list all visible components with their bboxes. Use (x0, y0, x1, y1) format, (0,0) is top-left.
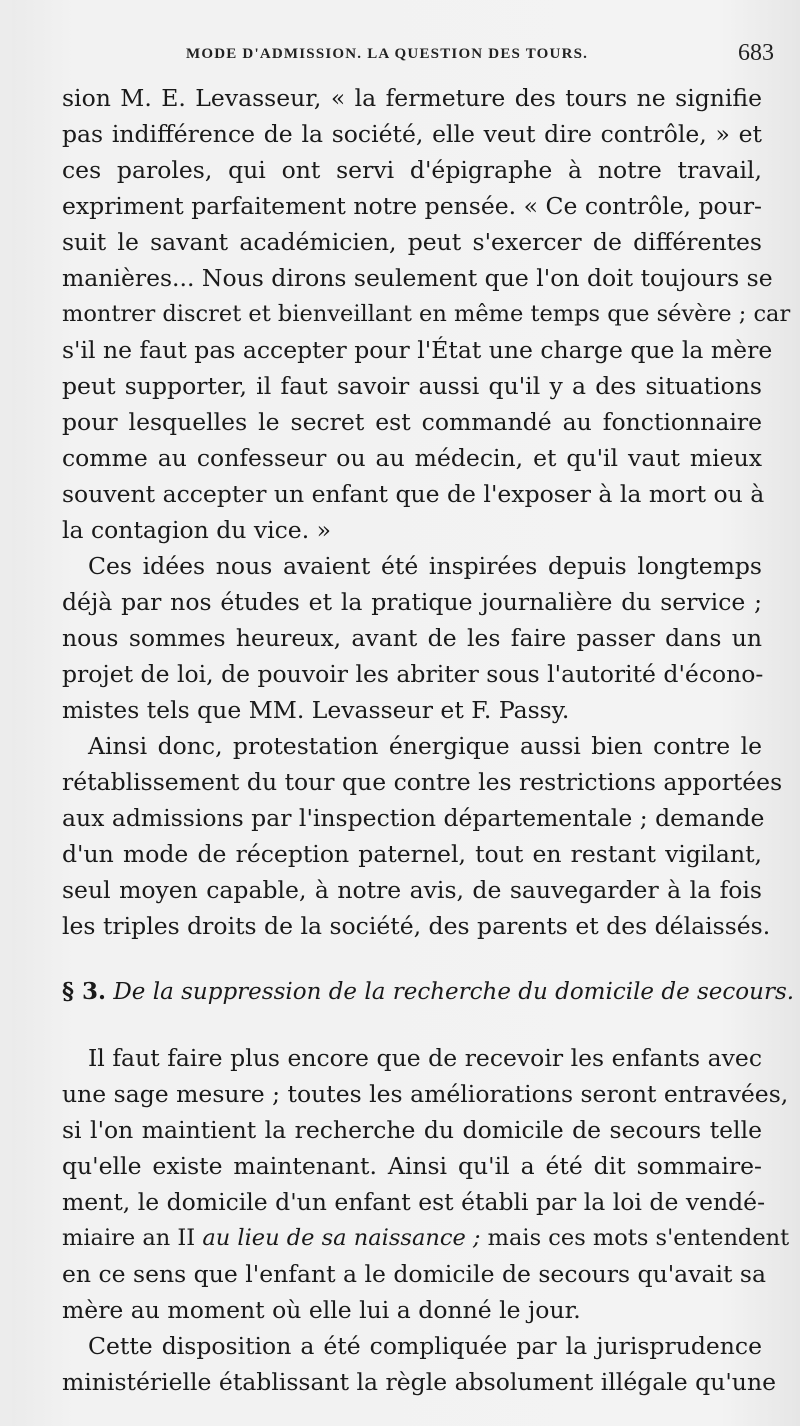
italic-phrase: au lieu de sa naissance ; (202, 1225, 481, 1251)
text-line: aux admissions par l'inspection départementale ; demande (62, 804, 765, 832)
text-line: sion M. E. Levasseur, « la fermeture des tours ne signifie (62, 84, 762, 112)
text-line: peut supporter, il faut savoir aussi qu'il y a des situations (62, 372, 762, 400)
text-line: rétablissement du tour que contre les restrictions apportées (62, 768, 783, 796)
section-heading (62, 974, 795, 1010)
text-line: Ces idées nous avaient été inspirées depuis longtemps (88, 552, 762, 580)
text-line: une sage mesure ; toutes les améliorations seront entravées, (62, 1080, 789, 1108)
text-span: mais ces mots s'entendent (480, 1225, 790, 1251)
text-line: d'un mode de réception paternel, tout en restant vigilant, (62, 840, 762, 868)
text-line: Cette disposition a été compliquée par la jurisprudence (88, 1332, 762, 1360)
text-line: mère au moment où elle lui a donné le jour. (62, 1296, 581, 1324)
text-line: projet de loi, de pouvoir les abriter sous l'autorité d'écono- (62, 660, 764, 688)
text-line: pas indifférence de la société, elle veut dire contrôle, » et (62, 120, 762, 148)
text-line: pour lesquelles le secret est commandé au fonctionnaire (62, 408, 762, 436)
text-line: montrer discret et bienveillant en même temps que sévère ; car (62, 301, 791, 327)
text-line: la contagion du vice. » (62, 516, 332, 544)
section-number: § 3. (62, 978, 107, 1005)
text-line: les triples droits de la société, des parents et des délaissés. (62, 912, 771, 940)
text-line: seul moyen capable, à notre avis, de sauvegarder à la fois (62, 876, 762, 904)
text-line: souvent accepter un enfant que de l'exposer à la mort ou à (62, 480, 765, 508)
text-line: déjà par nos études et la pratique journalière du service ; (62, 588, 762, 616)
text-line: en ce sens que l'enfant a le domicile de secours qu'avait sa (62, 1260, 766, 1288)
page-number: 683 (738, 40, 774, 66)
text-line: suit le savant académicien, peut s'exercer de différentes (62, 228, 762, 256)
text-line: si l'on maintient la recherche du domicile de secours telle (62, 1116, 762, 1144)
text-line: Ainsi donc, protestation énergique aussi bien contre le (88, 732, 762, 760)
text-line: nous sommes heureux, avant de les faire passer dans un (62, 624, 762, 652)
text-span: miaire an II (62, 1225, 203, 1251)
text-line: ministérielle établissant la règle absolument illégale qu'une (62, 1368, 776, 1396)
text-line: mistes tels que MM. Levasseur et F. Passy. (62, 696, 570, 724)
section-title: De la suppression de la recherche du domicile de secours. (113, 979, 795, 1005)
text-line: qu'elle existe maintenant. Ainsi qu'il a été dit sommaire- (62, 1152, 762, 1180)
text-line: expriment parfaitement notre pensée. « Ce contrôle, pour- (62, 192, 762, 220)
text-line: Il faut faire plus encore que de recevoir les enfants avec (88, 1044, 762, 1072)
text-line: comme au confesseur ou au médecin, et qu'il vaut mieux (62, 444, 762, 472)
book-page (12, 0, 800, 1426)
text-line: ces paroles, qui ont servi d'épigraphe à notre travail, (62, 156, 762, 184)
text-line (62, 1220, 790, 1256)
text-line: ment, le domicile d'un enfant est établi par la loi de vendé- (62, 1188, 766, 1216)
running-title: MODE D'ADMISSION. LA QUESTION DES TOURS. (186, 46, 589, 62)
running-header (62, 40, 774, 70)
text-line: manières... Nous dirons seulement que l'on doit toujours se (62, 264, 773, 292)
text-line: s'il ne faut pas accepter pour l'État une charge que la mère (62, 336, 773, 364)
